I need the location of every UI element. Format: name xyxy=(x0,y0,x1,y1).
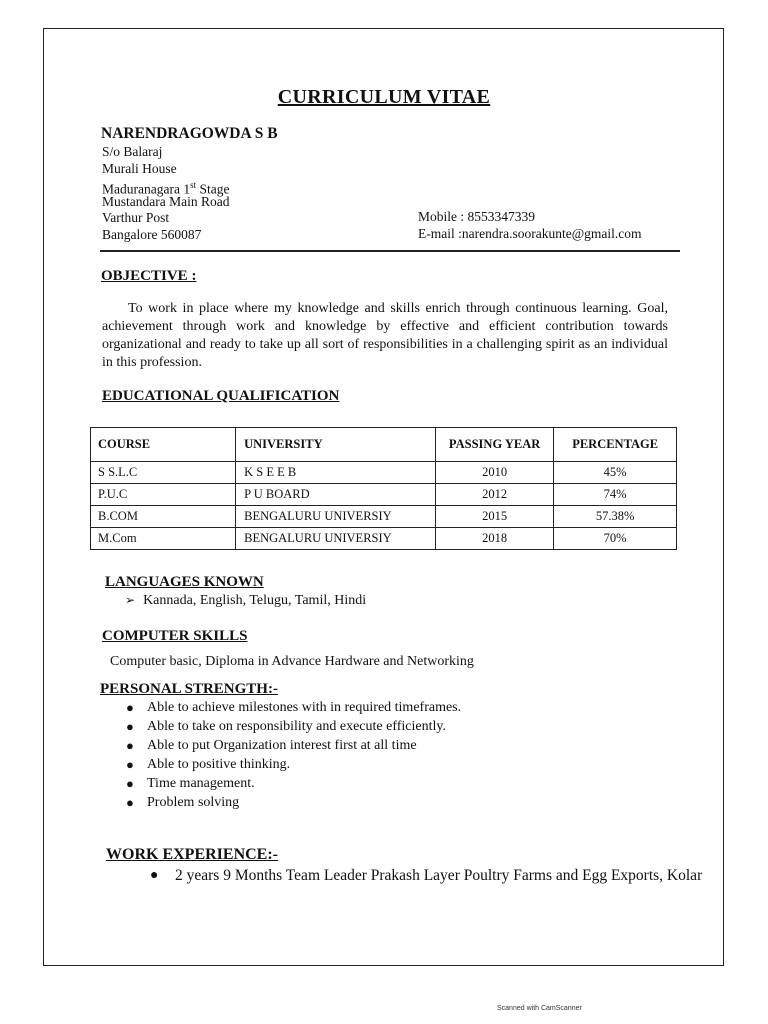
table-row xyxy=(91,484,677,506)
address-line: Mustandara Main Road xyxy=(102,193,230,209)
header-divider xyxy=(100,250,680,252)
computer-skills-heading: COMPUTER SKILLS xyxy=(102,628,248,644)
column-header: UNIVERSITY xyxy=(236,428,436,462)
work-experience-heading: WORK EXPERIENCE:- xyxy=(106,846,279,863)
list-item: ● Able to put Organization interest first at all time xyxy=(126,738,417,753)
table-cell: K S E E B xyxy=(236,462,436,484)
languages-list xyxy=(125,593,366,609)
list-item: ● Able to achieve milestones with in required timeframes. xyxy=(126,700,462,715)
computer-skills-text: Computer basic, Diploma in Advance Hardware and Networking xyxy=(110,654,474,669)
work-experience-item xyxy=(150,866,714,885)
table-header-row xyxy=(91,428,677,462)
mobile-number: Mobile : 8553347339 xyxy=(418,209,535,224)
email-address: E-mail :narendra.soorakunte@gmail.com xyxy=(418,225,642,241)
table-cell: M.Com xyxy=(91,528,236,550)
education-table xyxy=(90,427,677,550)
table-cell: 2015 xyxy=(435,506,553,528)
address-line: Maduranagara 1st Stage xyxy=(102,180,230,197)
table-cell: S S.L.C xyxy=(91,462,236,484)
table-cell: 2018 xyxy=(435,528,553,550)
arrow-bullet-icon: ➢ xyxy=(125,593,136,607)
document-title: CURRICULUM VITAE xyxy=(277,86,491,108)
list-item: ● Time management. xyxy=(126,776,255,791)
table-cell: 2012 xyxy=(435,484,553,506)
column-header: PERCENTAGE xyxy=(554,428,677,462)
address-line: Murali House xyxy=(102,160,177,176)
column-header: PASSING YEAR xyxy=(435,428,553,462)
bullet-icon: ● xyxy=(126,738,134,753)
list-item: ● Able to take on responsibility and execute efficiently. xyxy=(126,719,446,734)
objective-text: To work in place where my knowledge and skills enrich through continuous learning. Goal, achievement through work and knowledge by effective and efficient contribution towards organizational and ready to take up all sort of responsibilities in a challenging spirit as an individual in this profession. xyxy=(102,301,668,370)
strength-list xyxy=(124,698,461,812)
bullet-icon: ● xyxy=(126,719,134,734)
contact-block xyxy=(418,209,641,242)
table-cell: P U BOARD xyxy=(236,484,436,506)
bullet-icon: ● xyxy=(126,700,134,715)
table-cell: BENGALURU UNIVERSIY xyxy=(236,506,436,528)
table-cell: 70% xyxy=(554,528,677,550)
list-item: ● Able to positive thinking. xyxy=(126,757,291,772)
table-row xyxy=(91,506,677,528)
personal-strength-heading: PERSONAL STRENGTH:- xyxy=(100,681,278,697)
column-header: COURSE xyxy=(91,428,236,462)
table-cell: 45% xyxy=(554,462,677,484)
table-cell: 74% xyxy=(554,484,677,506)
scanner-watermark: Scanned with CamScanner xyxy=(497,1005,582,1012)
address-line: Bangalore 560087 xyxy=(102,226,202,242)
table-cell: P.U.C xyxy=(91,484,236,506)
bullet-icon: ● xyxy=(126,776,134,791)
languages-text: Kannada, English, Telugu, Tamil, Hindi xyxy=(143,593,367,608)
languages-heading: LANGUAGES KNOWN xyxy=(105,574,264,590)
table-cell: B.COM xyxy=(91,506,236,528)
table-cell: 57.38% xyxy=(554,506,677,528)
address-line: S/o Balaraj xyxy=(102,144,163,159)
education-heading: EDUCATIONAL QUALIFICATION xyxy=(102,388,340,404)
work-experience-text: 2 years 9 Months Team Leader Prakash Layer Poultry Farms and Egg Exports, Kolar xyxy=(175,867,703,884)
address-block xyxy=(102,144,229,244)
objective-heading: OBJECTIVE : xyxy=(101,268,197,284)
bullet-icon: ● xyxy=(150,868,159,883)
list-item: ● Problem solving xyxy=(126,795,240,810)
table-row xyxy=(91,528,677,550)
address-line: Varthur Post xyxy=(102,210,170,226)
table-cell: 2010 xyxy=(435,462,553,484)
table-row xyxy=(91,462,677,484)
bullet-icon: ● xyxy=(126,757,134,772)
table-cell: BENGALURU UNIVERSIY xyxy=(236,528,436,550)
bullet-icon: ● xyxy=(126,795,134,810)
applicant-name: NARENDRAGOWDA S B xyxy=(101,125,278,142)
